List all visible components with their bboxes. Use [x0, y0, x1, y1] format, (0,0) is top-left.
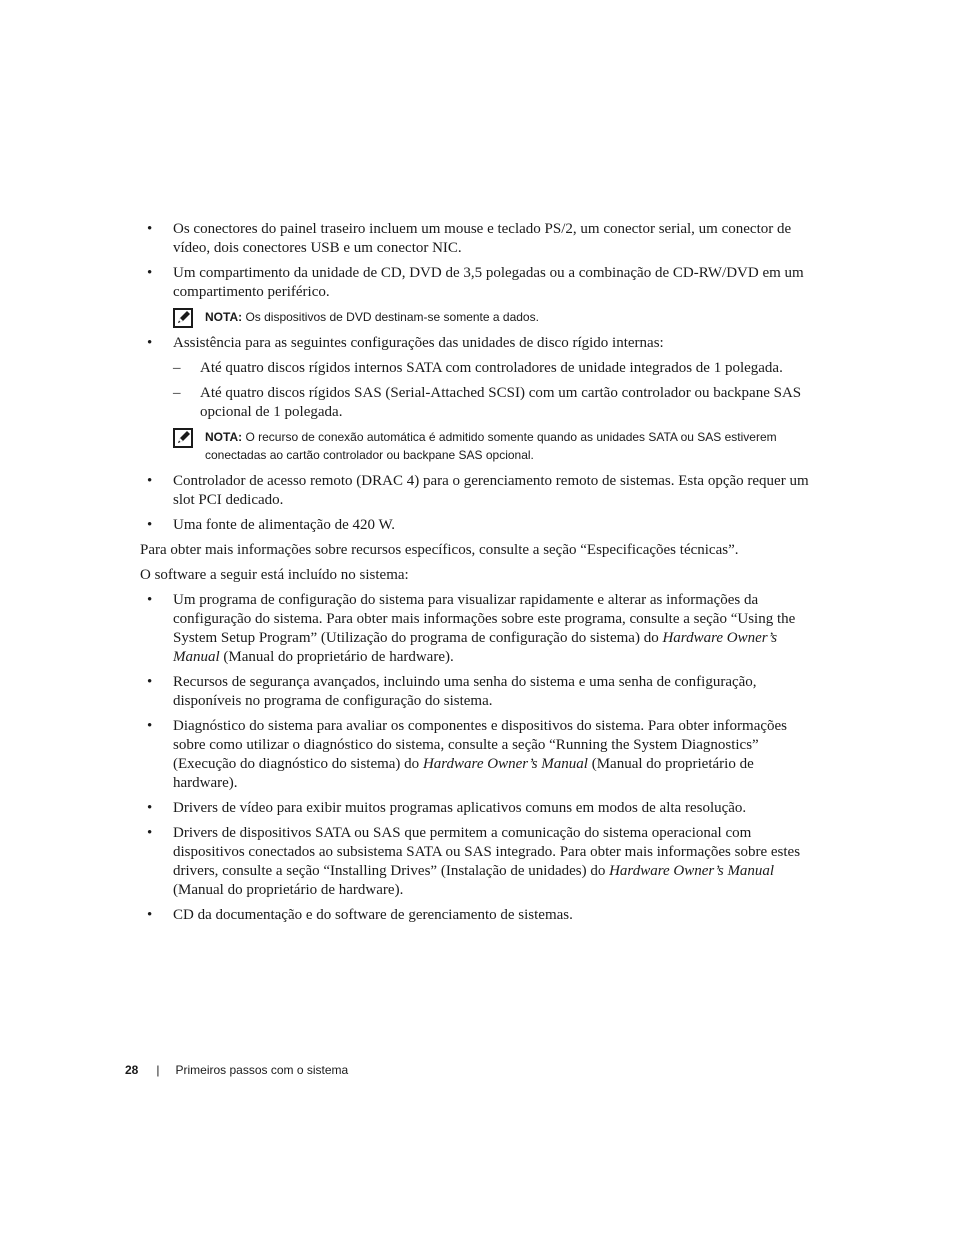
sub-list-item-text: Até quatro discos rígidos SAS (Serial-Attached SCSI) com um cartão controlador ou backpane SAS opcional de 1 polegada. [200, 385, 802, 420]
main-content [140, 220, 815, 931]
note-pencil-icon [173, 428, 193, 448]
manual-title: Hardware Owner’s Manual [422, 756, 588, 772]
list-item [140, 220, 815, 258]
manual-title: Hardware Owner’s Manual [173, 630, 778, 665]
manual-title: Hardware Owner’s Manual [609, 863, 775, 879]
list-item [140, 334, 815, 353]
list-item-text: Assistência para as seguintes configurações das unidades de disco rígido internas: [173, 335, 664, 351]
page-footer [125, 1062, 348, 1078]
note-label: NOTA: [205, 430, 243, 444]
paragraph-text: Para obter mais informações sobre recursos específicos, consulte a seção “Especificações técnicas”. [140, 542, 739, 558]
list-item-text: Drivers de vídeo para exibir muitos programas aplicativos comuns em modos de alta resolução. [173, 800, 747, 816]
list-item-text: (Manual do proprietário de hardware). [173, 756, 754, 791]
list-item [140, 906, 815, 925]
list-item-text: Recursos de segurança avançados, incluindo uma senha do sistema e uma senha de configuração, disponíveis no programa de configuração do sistema. [173, 674, 757, 709]
sub-list-item-text: Até quatro discos rígidos internos SATA com controladores de unidade integrados de 1 polegada. [200, 360, 783, 376]
footer-separator: | [156, 1063, 160, 1077]
list-item [140, 591, 815, 667]
note-pencil-icon [173, 308, 193, 328]
sub-list-item [140, 384, 815, 422]
note-text: Os dispositivos de DVD destinam-se somente a dados. [245, 310, 539, 324]
list-item-text: Um compartimento da unidade de CD, DVD de 3,5 polegadas ou a combinação de CD-RW/DVD em um compartimento periférico. [173, 265, 804, 300]
list-item-text: Controlador de acesso remoto (DRAC 4) para o gerenciamento remoto de sistemas. Esta opção requer um slot PCI dedicado. [173, 473, 809, 508]
note-label: NOTA: [205, 310, 243, 324]
note-text: O recurso de conexão automática é admitido somente quando as unidades SATA ou SAS estiverem conectadas ao cartão controlador ou backpane SAS opcional. [205, 430, 777, 462]
paragraph [140, 541, 815, 560]
list-item-text: Uma fonte de alimentação de 420 W. [173, 517, 396, 533]
list-item-text: Os conectores do painel traseiro incluem um mouse e teclado PS/2, um conector serial, um conector de vídeo, dois conectores USB e um conector NIC. [173, 221, 792, 256]
list-item-text: Drivers de dispositivos SATA ou SAS que permitem a comunicação do sistema operacional com dispositivos conectados ao subsistema SATA ou SAS integrado. Para obter mais informações sobre estes drivers, consulte a seção “Installing Drives” (Instalação de unidades) do [173, 825, 801, 879]
footer-section-title: Primeiros passos com o sistema [175, 1063, 349, 1077]
list-item [140, 472, 815, 510]
list-item-text: (Manual do proprietário de hardware). [173, 882, 404, 898]
list-item-text: (Manual do proprietário de hardware). [219, 649, 454, 665]
list-item [140, 799, 815, 818]
list-item-text: CD da documentação e do software de gerenciamento de sistemas. [173, 907, 573, 923]
list-item [140, 516, 815, 535]
paragraph [140, 566, 815, 585]
sub-list-item [140, 359, 815, 378]
list-item-text: Diagnóstico do sistema para avaliar os componentes e dispositivos do sistema. Para obter informações sobre como utilizar o diagnóstico do sistema, consulte a seção “Running the System Diagnostics” (Execução do diagnóstico do sistema) do [173, 718, 788, 772]
list-item [140, 824, 815, 900]
list-item [140, 264, 815, 302]
page-number: 28 [125, 1063, 139, 1077]
note-dvd [140, 308, 815, 326]
list-item-text: Um programa de configuração do sistema para visualizar rapidamente e alterar as informações da configuração do sistema. Para obter mais informações sobre este programa, consulte a seção “Using the System Setup Program” (Utilização do programa de configuração do sistema) do [173, 592, 796, 646]
list-item [140, 673, 815, 711]
list-item [140, 717, 815, 793]
note-auto-connect [140, 428, 815, 464]
paragraph-text: O software a seguir está incluído no sistema: [140, 567, 409, 583]
